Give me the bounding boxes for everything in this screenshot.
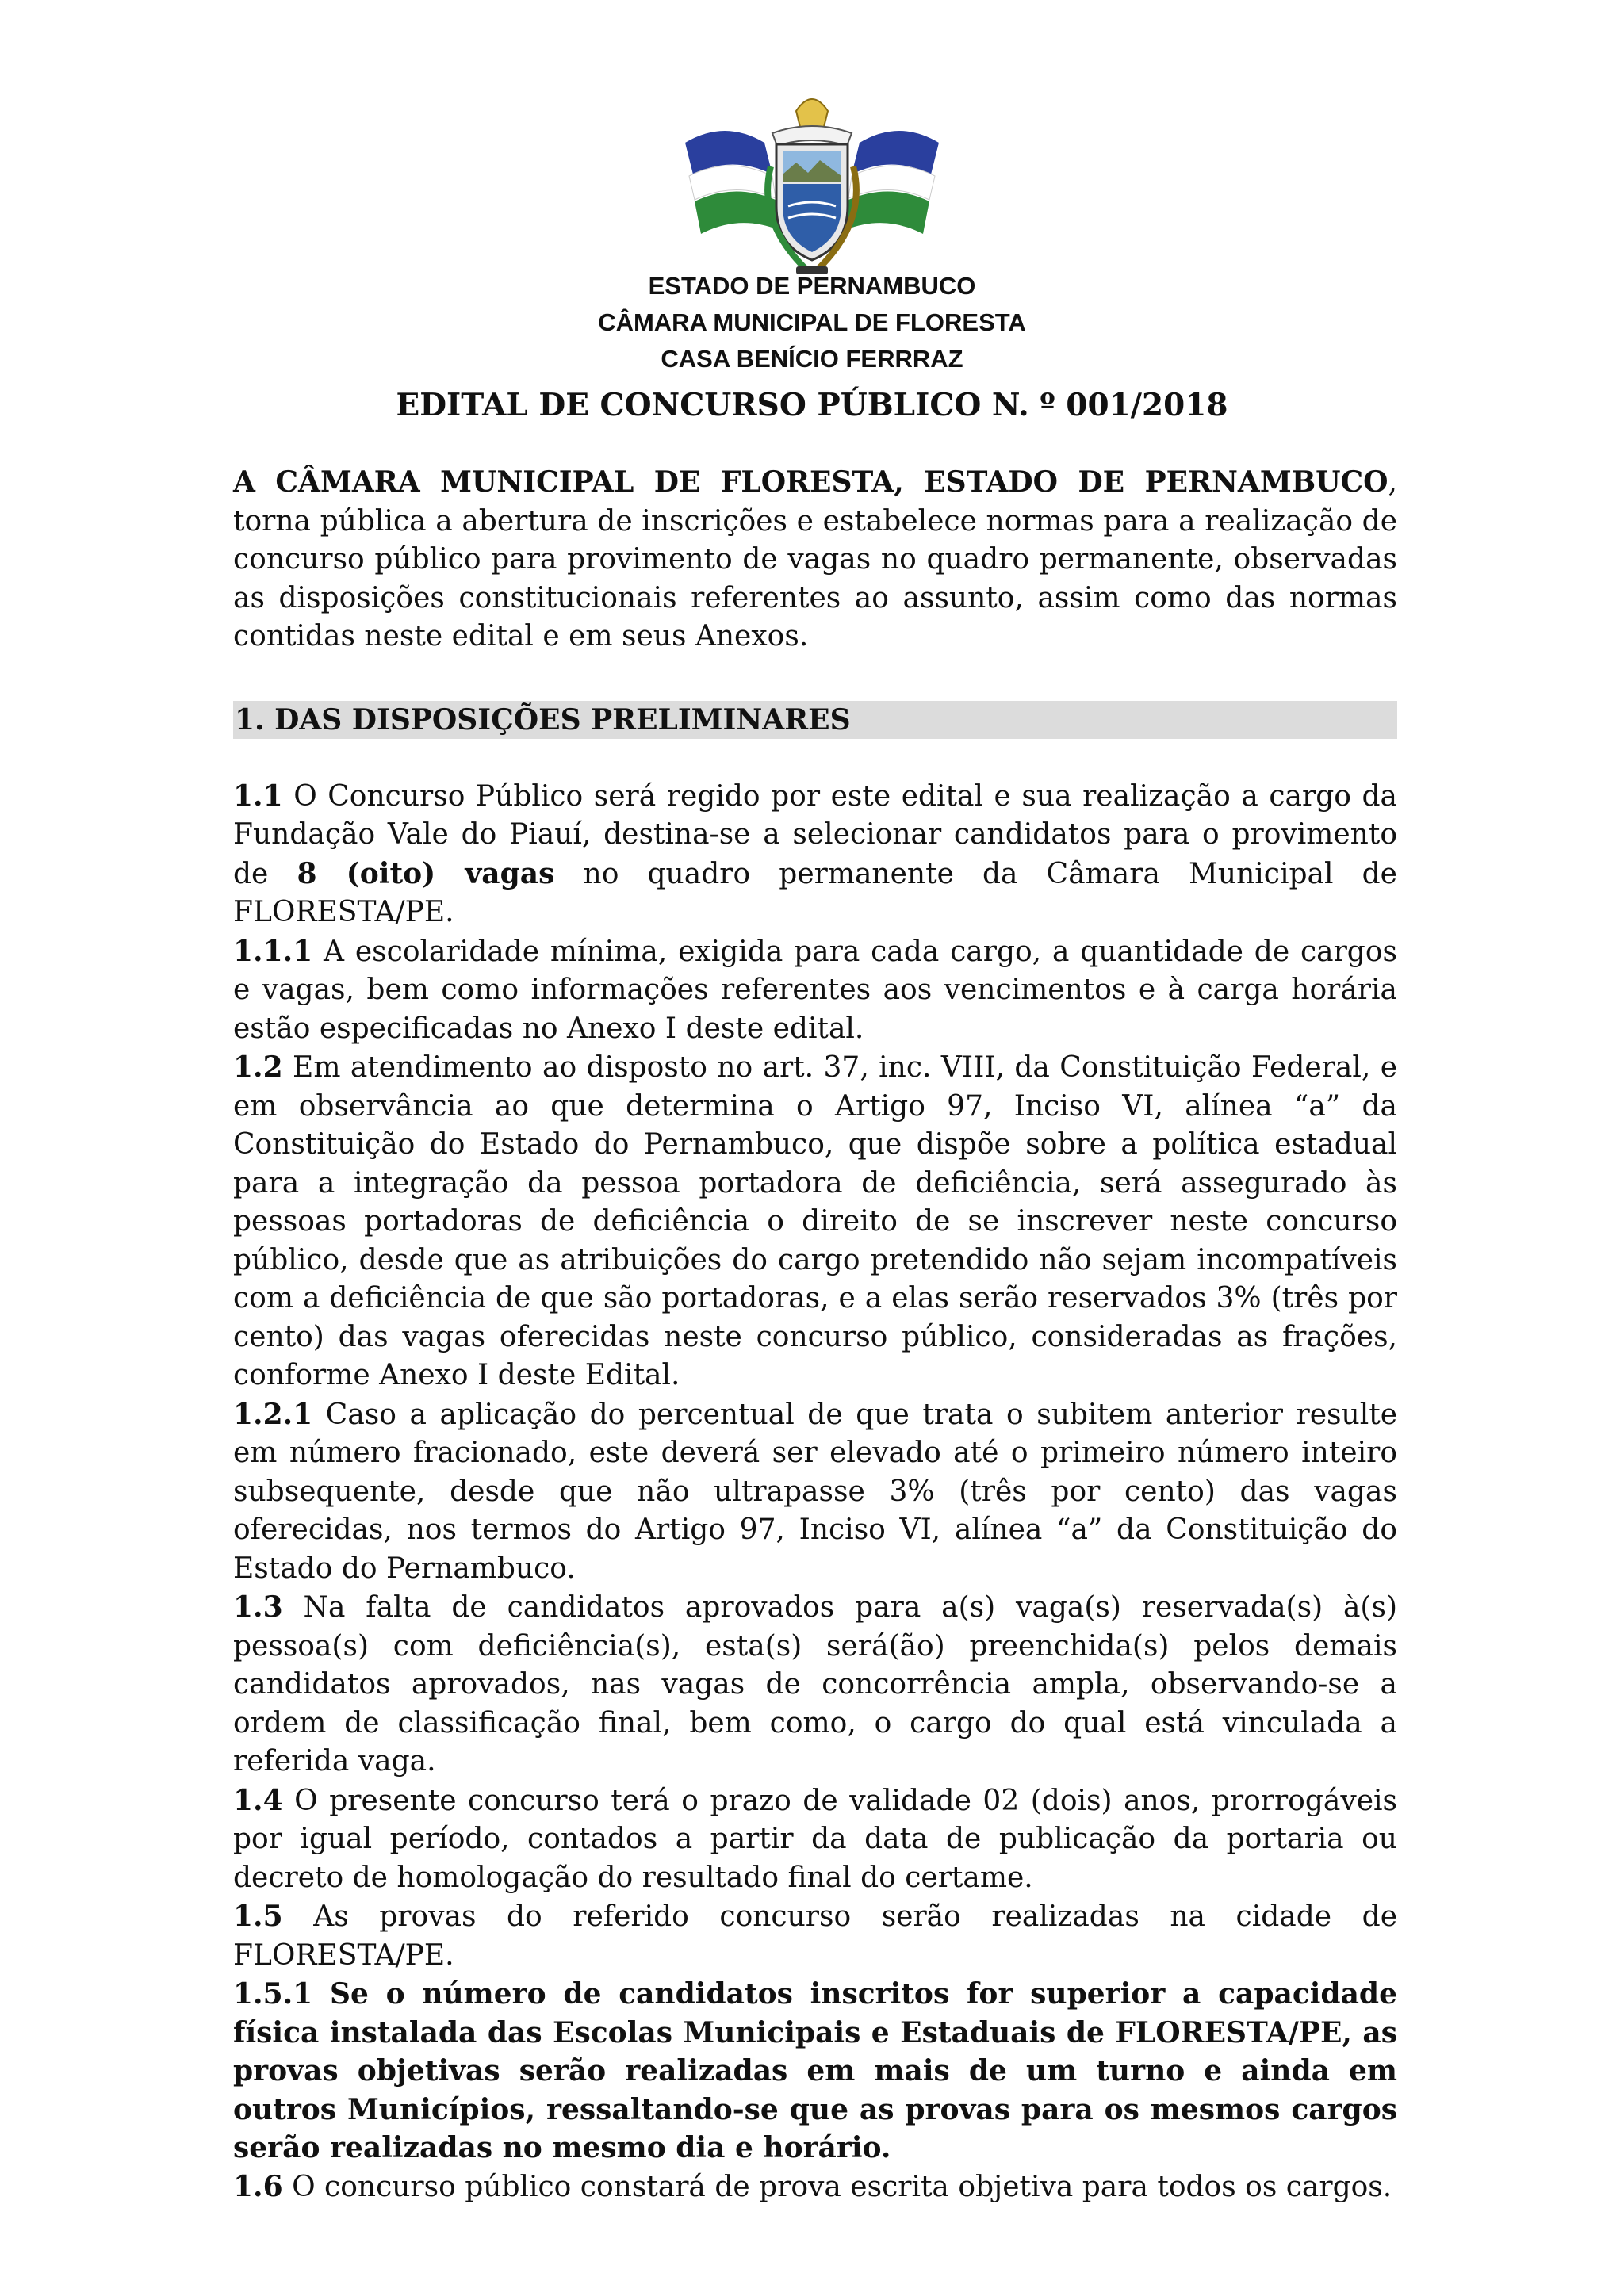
item-1-1	[233, 777, 1397, 932]
item-1-1-1	[233, 932, 1397, 1049]
item-1-2	[233, 1048, 1397, 1395]
item-text: O Concurso Público será regido por este edital e sua realização a cargo da Fundação Vale do Piauí, destina-se a selecionar candidatos para o provimento de	[233, 779, 1397, 890]
item-1-5	[233, 1897, 1397, 1975]
item-text: O presente concurso terá o prazo de validade 02 (dois) anos, prorrogáveis por igual período, contados a partir da data de publicação da portaria ou decreto de homologação do resultado final do certame.	[233, 1784, 1397, 1894]
intro-paragraph	[233, 463, 1397, 656]
institution-header	[0, 268, 1624, 377]
item-number: 1.2	[233, 1050, 283, 1084]
coat-of-arms-logo	[0, 87, 1624, 285]
item-number: 1.1	[233, 779, 283, 813]
section-heading: 1. DAS DISPOSIÇÕES PRELIMINARES	[233, 701, 1397, 739]
item-number: 1.2.1	[233, 1397, 313, 1431]
item-number: 1.4	[233, 1783, 283, 1817]
item-text: O concurso público constará de prova escrita objetiva para todos os cargos.	[282, 2170, 1392, 2203]
item-text: Em atendimento ao disposto no art. 37, inc. VIII, da Constituição Federal, e em observância ao que determina o Artigo 97, Inciso VI, alínea “a” da Constituição do Estado do Pernambuco, que dispõe sobre a política estadual para a integração da pessoa portadora de deficiência, será assegurado às pessoas portadoras de deficiência o direito de se inscrever neste concurso público, desde que as atribuições do cargo pretendido não sejam incompatíveis com a deficiência de que são portadoras, e a elas serão reservados 3% (três por cento) das vagas oferecidas neste concurso público, consideradas as frações, conforme Anexo I deste Edital.	[233, 1051, 1397, 1391]
intro-bold: A CÂMARA MUNICIPAL DE FLORESTA, ESTADO DE PERNAMBUCO	[233, 465, 1388, 499]
page-title: EDITAL DE CONCURSO PÚBLICO N. º 001/2018	[396, 387, 1228, 423]
item-number: 1.5	[233, 1900, 283, 1933]
item-text: Na falta de candidatos aprovados para a(s) vaga(s) reservada(s) à(s) pessoa(s) com deficiência(s), esta(s) será(ão) preenchida(s) pelos demais candidatos aprovados, nas vagas de concorrência ampla, observando-se a ordem de classificação final, bem como, o cargo do qual está vinculada a referida vaga.	[233, 1591, 1397, 1777]
item-1-4	[233, 1781, 1397, 1898]
item-text: no quadro permanente da Câmara Municipal de FLORESTA/PE.	[233, 857, 1397, 928]
header-chamber: CÂMARA MUNICIPAL DE FLORESTA	[598, 308, 1026, 336]
header-house: CASA BENÍCIO FERRRAZ	[661, 345, 963, 373]
item-text: Caso a aplicação do percentual de que trata o subitem anterior resulte em número fracionado, este deverá ser elevado até o primeiro número inteiro subsequente, desde que não ultrapasse 3% (três por cento) das vagas oferecidas, nos termos do Artigo 97, Inciso VI, alínea “a” da Constituição do Estado do Pernambuco.	[233, 1398, 1397, 1585]
item-1-6	[233, 2168, 1397, 2207]
item-1-2-1	[233, 1395, 1397, 1589]
item-number: 1.6	[233, 2169, 283, 2203]
document-body	[233, 463, 1397, 2206]
coat-of-arms-icon	[677, 87, 947, 285]
item-text: A escolaridade mínima, exigida para cada cargo, a quantidade de cargos e vagas, bem como informações referentes aos vencimentos e à carga horária estão especificadas no Anexo I deste edital.	[233, 935, 1397, 1045]
item-1-5-1: 1.5.1 Se o número de candidatos inscritos for superior a capacidade física instalada das Escolas Municipais e Estaduais de FLORESTA/PE, as provas objetivas serão realizadas em mais de um turno e ainda em outros Municípios, ressaltando-se que as provas para os mesmos cargos serão realizadas no mesmo dia e horário.	[233, 1977, 1397, 2164]
item-text: As provas do referido concurso serão realizadas na cidade de FLORESTA/PE.	[233, 1900, 1397, 1972]
item-bold: 8 (oito) vagas	[297, 856, 555, 890]
intro-text: , torna pública a abertura de inscrições e estabelece normas para a realização de concurso público para provimento de vagas no quadro permanente, observadas as disposições constitucionais referentes ao assunto, assim como das normas contidas neste edital e em seus Anexos.	[233, 466, 1397, 652]
item-1-3	[233, 1588, 1397, 1781]
item-number: 1.1.1	[233, 934, 313, 968]
header-state: ESTADO DE PERNAMBUCO	[648, 272, 976, 300]
item-number: 1.3	[233, 1590, 283, 1624]
